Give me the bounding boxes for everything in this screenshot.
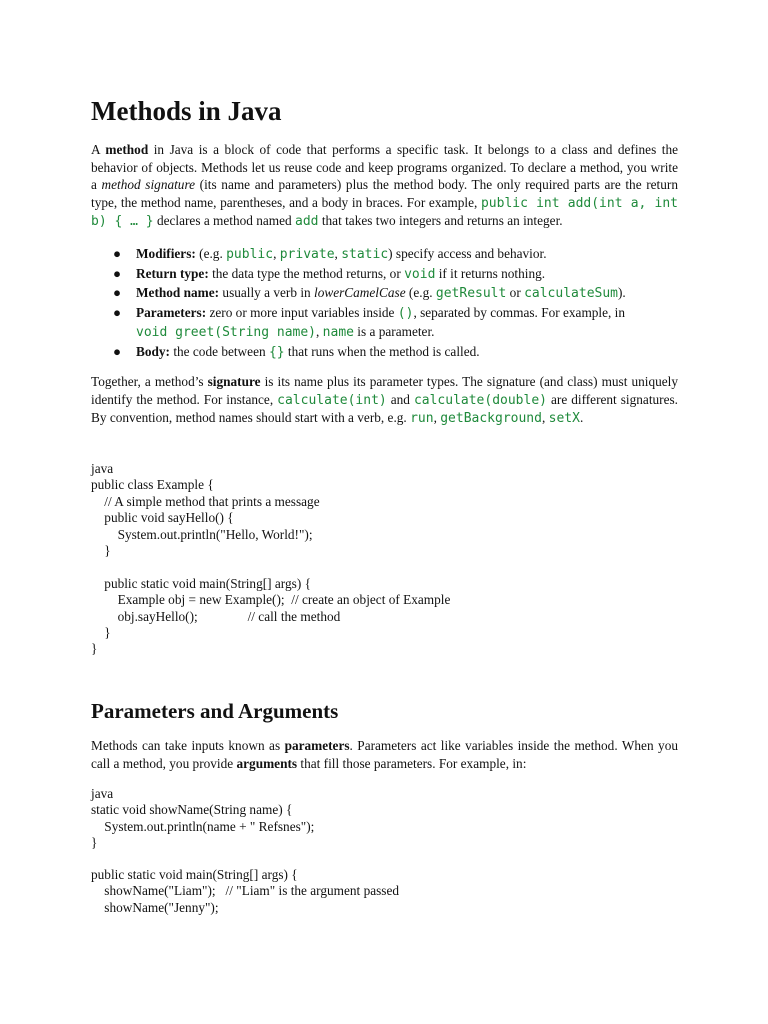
text-run: . Parameters act like variables inside the method. When you call a method, you provide <box>91 738 678 771</box>
bold-term-method: method <box>105 142 149 157</box>
text-run: in Java is a block of code that performs a specific task. It belongs to a class and defines the behavior of objects. Methods let us reuse code and keep programs organized. To declare a method, you write a <box>91 142 678 192</box>
text-run: . <box>579 410 584 425</box>
inline-code: () <box>397 305 414 321</box>
intro-paragraph <box>91 141 678 231</box>
bold-term-parameters: parameters <box>284 738 350 753</box>
code-block-main: public static void main(String[] args) { showName("Liam"); // "Liam" is the argument passed showName("Jenny"); <box>91 867 400 915</box>
signature-paragraph <box>91 373 678 428</box>
text-run: , <box>316 324 323 339</box>
code-block-showname: java static void showName(String name) { System.out.println(name + " Refsnes"); } <box>91 786 315 851</box>
list-item-label: Body: <box>136 343 170 359</box>
text-run: are different signatures. By convention, method names should start with a verb, e.g. <box>91 391 678 425</box>
text-run: , separated by commas. For example, in <box>413 304 626 320</box>
text-run: (e.g. <box>195 246 227 261</box>
bullet-icon: ● <box>113 285 122 300</box>
text-run: (its name and parameters) plus the method body. The only required parts are the return type, the method name, parentheses, and a body in braces. For example, <box>91 177 678 210</box>
page-title: Methods in Java <box>91 96 282 126</box>
inline-code: calculateSum <box>524 286 618 301</box>
inline-code: getResult <box>435 286 507 301</box>
inline-code: calculate(double) <box>413 392 547 408</box>
text-run: that runs when the method is called. <box>284 343 480 359</box>
text-run: , <box>433 410 441 425</box>
bullet-icon: ● <box>113 265 122 281</box>
inline-code: run <box>410 411 434 426</box>
list-item <box>91 343 678 363</box>
italic-text: lowerCamelCase <box>314 285 406 300</box>
text-run: Methods can take inputs known as <box>91 738 285 753</box>
bold-term-signature: signature <box>207 374 261 389</box>
text-run: and <box>386 391 414 407</box>
text-run: ) specify access and behavior. <box>388 246 547 261</box>
list-item-label: Parameters: <box>136 304 207 320</box>
inline-code: setX <box>548 411 580 426</box>
italic-term-method-signature: method signature <box>101 177 196 192</box>
text-run: or <box>506 285 525 300</box>
inline-code: {} <box>268 344 285 360</box>
inline-code: name <box>322 325 354 340</box>
inline-code: public int add(int a, int b) { … } <box>91 195 679 229</box>
list-item <box>91 304 678 343</box>
inline-code: getBackground <box>440 411 542 426</box>
text-run: , <box>273 246 280 261</box>
inline-code: static <box>341 247 389 262</box>
parameters-paragraph <box>91 737 678 772</box>
bullet-icon: ● <box>113 304 122 320</box>
list-item-continuation <box>136 323 678 343</box>
list-item <box>91 265 678 285</box>
text-run: is a parameter. <box>353 324 435 339</box>
text-run: zero or more input variables inside <box>206 304 398 320</box>
list-item <box>91 245 678 265</box>
text-run: ). <box>618 285 626 300</box>
text-run: (e.g. <box>405 285 436 300</box>
list-item-label: Modifiers: <box>136 246 196 261</box>
list-item <box>91 284 678 304</box>
inline-code: void <box>404 266 436 282</box>
inline-code: void greet(String name) <box>136 325 317 340</box>
text-run: the code between <box>170 343 269 359</box>
text-run: , <box>334 246 342 261</box>
section-heading-parameters: Parameters and Arguments <box>91 699 339 723</box>
text-run: Together, a method’s <box>91 374 208 389</box>
text-run: the data type the method returns, or <box>208 265 405 281</box>
inline-code: private <box>279 247 335 262</box>
text-run: declares a method named <box>153 213 296 228</box>
inline-code: calculate(int) <box>277 392 387 408</box>
bold-term-arguments: arguments <box>236 755 298 771</box>
list-item-label: Return type: <box>136 265 209 281</box>
text-run: if it returns nothing. <box>435 265 546 281</box>
inline-code: public <box>226 247 274 262</box>
text-run: that takes two integers and returns an integer. <box>318 213 563 228</box>
bullet-icon: ● <box>113 246 122 261</box>
list-item-label: Method name: <box>136 285 220 300</box>
text-run: that fill those parameters. For example, in: <box>297 755 527 771</box>
text-run: usually a verb in <box>219 285 314 300</box>
method-parts-list <box>91 245 678 362</box>
bullet-icon: ● <box>113 343 122 359</box>
text-run: A <box>91 142 106 157</box>
inline-code: add <box>295 214 319 229</box>
text-run: , <box>541 410 549 425</box>
text-run: is its name plus its parameter types. The signature (and class) must uniquely identify the method. For instance, <box>91 374 678 407</box>
code-block-example-class: java public class Example { // A simple method that prints a message public void sayHello() { System.out.println("Hello, World!"); } public static void main(String[] args) { Example obj = new Example(); // create an object of Example obj.sayHello(); // call the method } } <box>91 461 451 657</box>
